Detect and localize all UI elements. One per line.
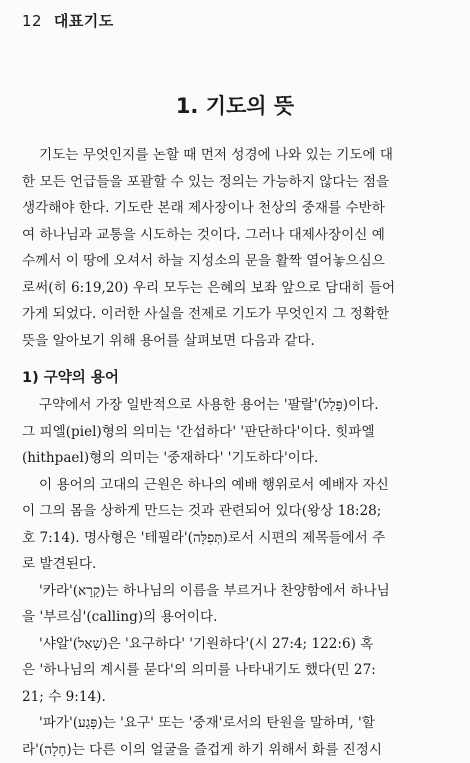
intro-paragraph xyxy=(22,142,448,354)
running-head xyxy=(22,10,114,31)
intro-line: 가게 되었다. 이러한 사실을 전제로 기도가 무엇인지 그 정확한 xyxy=(22,301,448,328)
ot-line: '파가'(פָּגַע)는 '요구' 또는 '중재'로서의 탄원을 말하며, '할 xyxy=(22,710,448,737)
intro-line: 로써(히 6:19,20) 우리 모두는 은혜의 보좌 앞으로 담대히 들어 xyxy=(22,275,448,302)
chapter-title: 1. 기도의 뜻 xyxy=(0,90,470,120)
intro-line: 기도는 무엇인지를 논할 때 먼저 성경에 나와 있는 기도에 대 xyxy=(22,142,448,169)
page-number: 12 xyxy=(22,12,42,30)
ot-line: 은 '하나님의 계시를 묻다'의 의미를 나타내기도 했다(민 27: xyxy=(22,657,448,684)
ot-line: 라'(חָלָה)는 다른 이의 얼굴을 즐겁게 하기 위해서 화를 진정시 xyxy=(22,737,448,763)
intro-line: 뜻을 알아보기 위해 용어를 살펴보면 다음과 같다. xyxy=(22,328,448,355)
ot-line: '샤알'(שָׁאַל)은 '요구하다' '기원하다'(시 27:4; 122:6) 혹 xyxy=(22,631,448,658)
ot-line: '카라'(קָרָא)는 하나님의 이름을 부르거나 찬양함에서 하나님 xyxy=(22,578,448,605)
ot-line: 이 용어의 고대의 근원은 하나의 예배 행위로서 예배자 자신 xyxy=(22,472,448,499)
intro-line: 수께서 이 땅에 오셔서 하늘 지성소의 문을 활짝 열어놓으심으 xyxy=(22,248,448,275)
ot-line: 그 피엘(piel)형의 의미는 '간섭하다' '판단하다'이다. 힛파엘 xyxy=(22,419,448,446)
intro-line: 한 모든 언급들을 포괄할 수 있는 정의는 가능하지 않다는 점을 xyxy=(22,169,448,196)
ot-line: 을 '부르심'(calling)의 용어이다. xyxy=(22,604,448,631)
intro-line: 여 하나님과 교통을 시도하는 것이다. 그러나 대제사장이신 예 xyxy=(22,222,448,249)
running-head-section: 대표기도 xyxy=(54,12,114,30)
ot-line: 21; 수 9:14). xyxy=(22,684,448,711)
intro-line: 생각해야 한다. 기도란 본래 제사장이나 천상의 중재를 수반하 xyxy=(22,195,448,222)
ot-line: 구약에서 가장 일반적으로 사용한 용어는 '팔랄'(פָּלַל)이다. xyxy=(22,392,448,419)
section-heading: 1) 구약의 용어 xyxy=(22,366,119,387)
ot-line: 로 발견된다. xyxy=(22,551,448,578)
ot-line: 이 그의 몸을 상하게 만드는 것과 관련되어 있다(왕상 18:28; xyxy=(22,498,448,525)
ot-line: (hithpael)형의 의미는 '중재하다' '기도하다'이다. xyxy=(22,445,448,472)
old-testament-terms xyxy=(22,392,448,763)
ot-line: 호 7:14). 명사형은 '테필라'(תְּפִלָּה)로서 시편의 제목들에서 주 xyxy=(22,525,448,552)
